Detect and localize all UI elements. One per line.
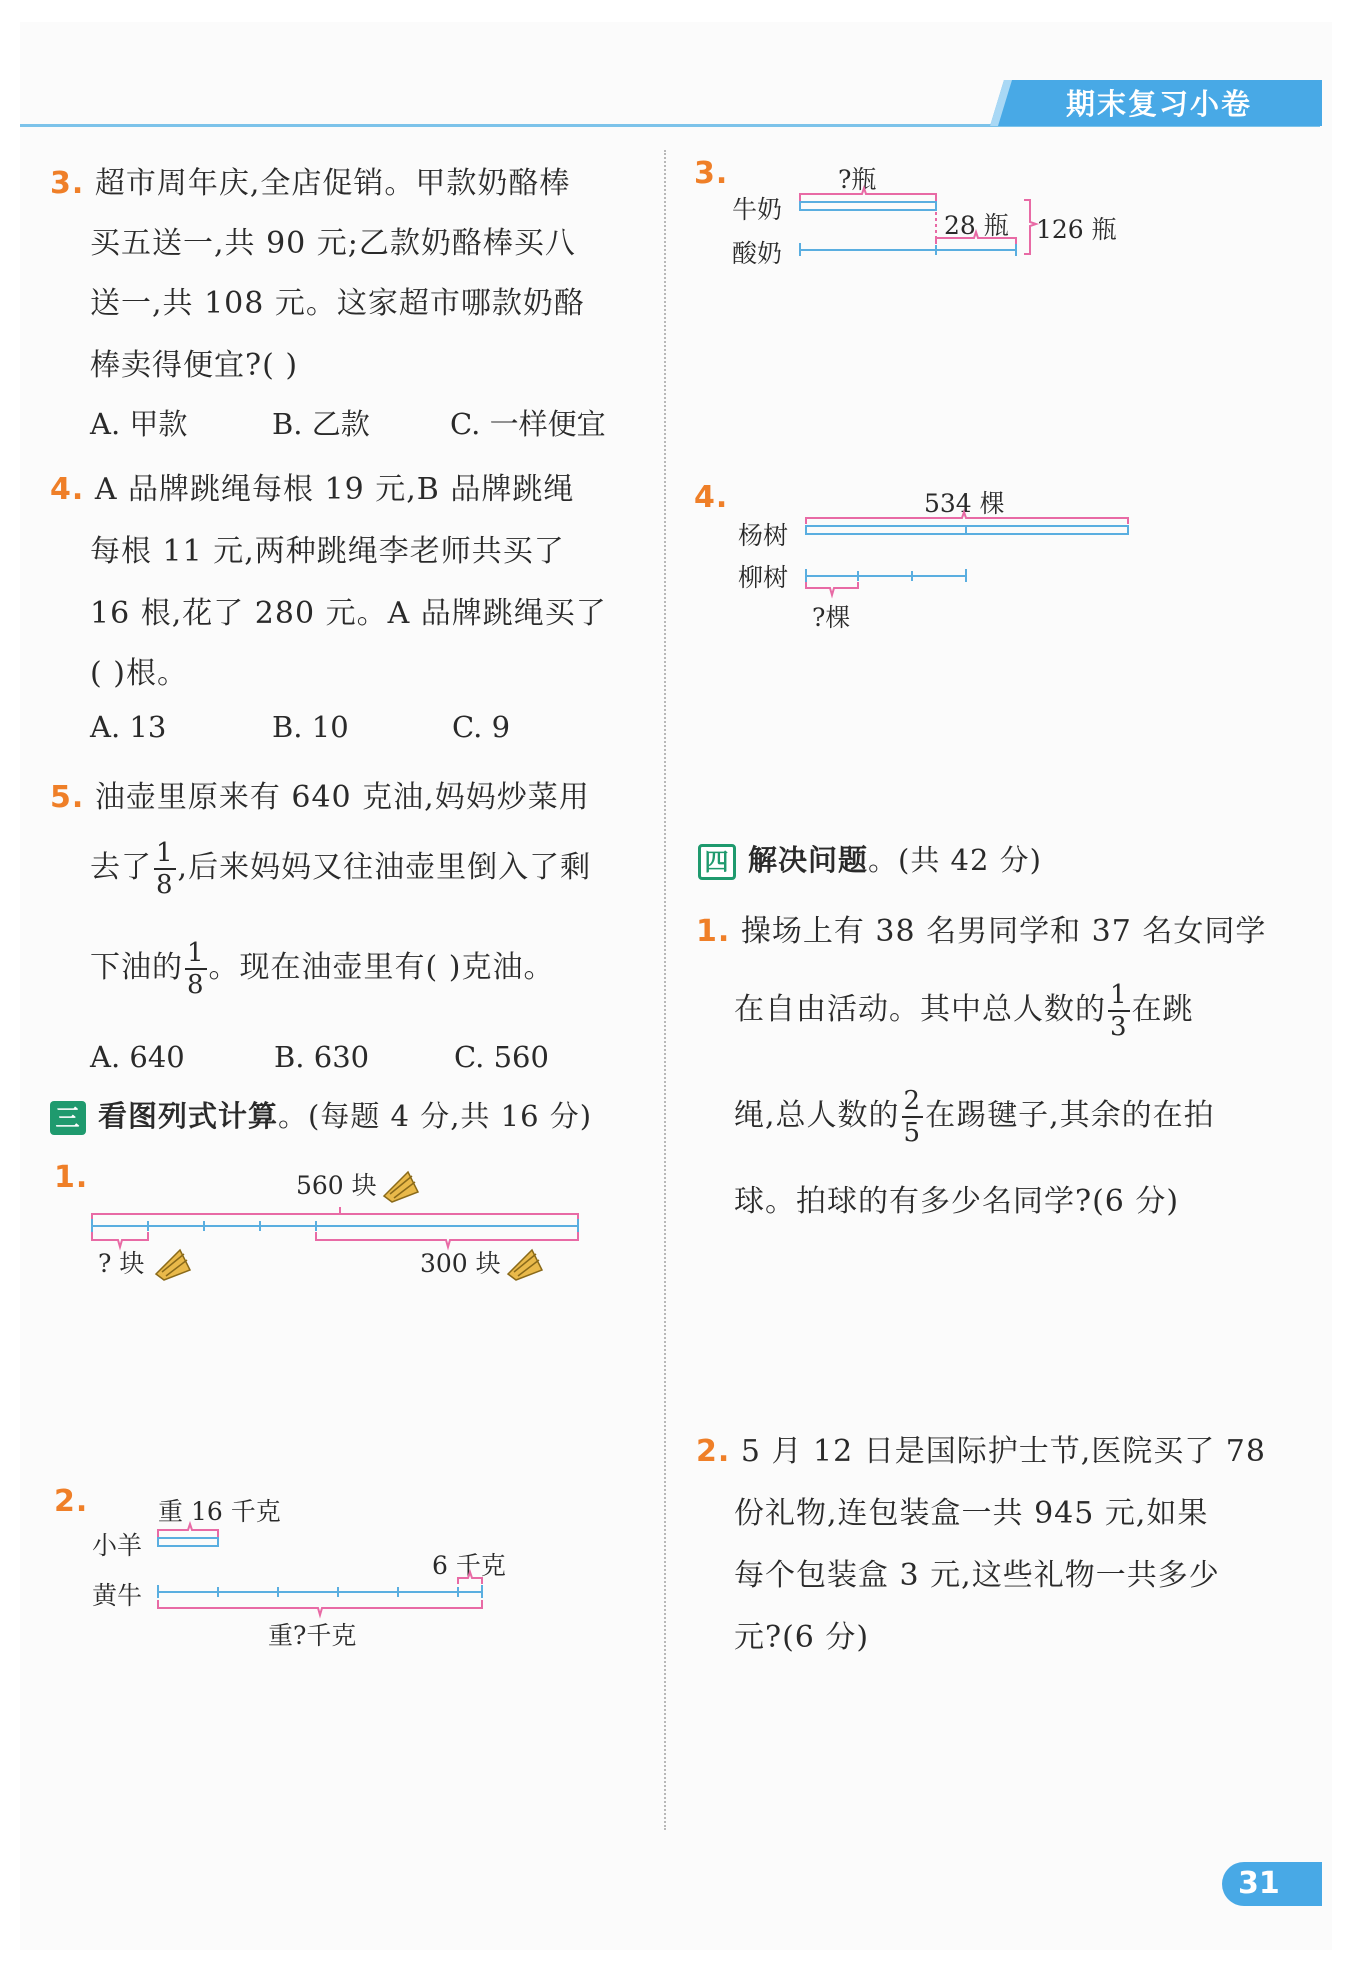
section-3-note: 。(每题 4 分,共 16 分) xyxy=(278,1099,593,1133)
question-4-number: 4. xyxy=(50,472,85,507)
problem-1-text-2a: 在自由活动。其中总人数的 xyxy=(734,992,1106,1027)
section-4-badge: 四 xyxy=(698,844,736,880)
question-5-number: 5. xyxy=(50,780,85,815)
problem-1-line-3 xyxy=(734,1086,1215,1148)
problem-1-text-3b: 在踢毽子,其余的在拍 xyxy=(925,1098,1215,1133)
question-5-option-b[interactable]: B. 630 xyxy=(274,1040,370,1074)
question-5-text-2a: 去了 xyxy=(90,850,152,885)
question-5-option-c[interactable]: C. 560 xyxy=(454,1040,549,1074)
fraction-one-eighth: $\frac{1}{8}$ xyxy=(156,838,174,900)
diagram-1-total-label: 560 块 xyxy=(296,1171,377,1200)
diagram-4-total-label: 534 棵 xyxy=(924,489,1005,518)
section-4-note: 。(共 42 分) xyxy=(868,843,1042,877)
diagram-2-sheep-label: 小羊 xyxy=(92,1531,143,1560)
diagram-3-question-label: ?瓶 xyxy=(838,165,877,194)
fraction-one-eighth-2: $\frac{1}{8}$ xyxy=(187,938,205,1000)
question-5-option-a[interactable]: A. 640 xyxy=(90,1040,185,1074)
diagram-4-number: 4. xyxy=(694,480,729,515)
page-number: 31 xyxy=(1238,1866,1280,1901)
question-5-text-1: 油壶里原来有 640 克油,妈妈炒菜用 xyxy=(94,780,590,815)
question-4-line-3: 16 根,花了 280 元。A 品牌跳绳买了 xyxy=(90,596,607,631)
diagram-3-total-label: 126 瓶 xyxy=(1036,215,1117,244)
problem-1-text-2b: 在跳 xyxy=(1131,992,1194,1027)
problem-2-number: 2. xyxy=(696,1434,731,1469)
section-4-header xyxy=(698,838,1042,880)
fraction-one-third: $\frac{1}{3}$ xyxy=(1110,980,1128,1042)
diagram-3-number: 3. xyxy=(694,156,729,191)
diagram-1-number: 1. xyxy=(54,1160,89,1195)
section-3-title: 看图列式计算 xyxy=(98,1099,279,1133)
problem-1-line-2 xyxy=(734,980,1194,1042)
fraction-two-fifths: $\frac{2}{5}$ xyxy=(903,1086,922,1148)
question-3-line-4: 棒卖得便宜?( ) xyxy=(90,348,299,383)
problem-2-line-3: 每个包装盒 3 元,这些礼物一共多少 xyxy=(734,1558,1220,1593)
section-3-badge: 三 xyxy=(50,1101,86,1135)
diagram-4-willow-label: 柳树 xyxy=(738,563,789,592)
question-3-option-c[interactable]: C. 一样便宜 xyxy=(450,407,606,441)
question-3-number: 3. xyxy=(50,166,85,201)
question-4-text-1: A 品牌跳绳每根 19 元,B 品牌跳绳 xyxy=(94,472,575,507)
question-4-option-b[interactable]: B. 10 xyxy=(272,710,349,744)
question-3-option-b[interactable]: B. 乙款 xyxy=(272,407,370,441)
question-4-option-c[interactable]: C. 9 xyxy=(452,710,511,744)
problem-1-number: 1. xyxy=(696,914,731,949)
problem-2-text-1: 5 月 12 日是国际护士节,医院买了 78 xyxy=(740,1434,1266,1469)
problem-1-text-1: 操场上有 38 名男同学和 37 名女同学 xyxy=(740,914,1267,949)
diagram-2-sheep-weight: 重 16 千克 xyxy=(158,1497,281,1526)
diagram-2-cow-label: 黄牛 xyxy=(92,1581,143,1610)
question-4-option-a[interactable]: A. 13 xyxy=(90,710,167,744)
problem-1-line-4: 球。拍球的有多少名同学?(6 分) xyxy=(734,1184,1180,1219)
section-4-title: 解决问题 xyxy=(748,843,869,877)
question-5-text-2b: ,后来妈妈又往油壶里倒入了剩 xyxy=(177,850,592,885)
diagram-3-yogurt-label: 酸奶 xyxy=(732,239,783,268)
diagram-3-diff-label: 28 瓶 xyxy=(944,211,1009,240)
question-3-line-2: 买五送一,共 90 元;乙款奶酪棒买八 xyxy=(90,226,576,261)
problem-2-line-4: 元?(6 分) xyxy=(734,1620,870,1655)
problem-2-line-1 xyxy=(696,1426,1266,1470)
question-5-text-3a: 下油的 xyxy=(90,950,183,985)
diagram-4-question-label: ?棵 xyxy=(812,603,851,632)
diagram-1-part-label: ? 块 xyxy=(98,1249,145,1278)
question-4-line-4: ( )根。 xyxy=(90,656,188,691)
problem-2-line-2: 份礼物,连包装盒一共 945 元,如果 xyxy=(734,1496,1209,1531)
question-3-text-1: 超市周年庆,全店促销。甲款奶酪棒 xyxy=(94,166,571,201)
question-3-line-3: 送一,共 108 元。这家超市哪款奶酪 xyxy=(90,286,585,321)
header-title: 期末复习小卷 xyxy=(1066,87,1253,121)
diagram-3-milk-label: 牛奶 xyxy=(732,195,783,224)
diagram-2-extra-label: 6 千克 xyxy=(432,1551,506,1580)
diagram-2-number: 2. xyxy=(54,1484,89,1519)
question-4-line-2: 每根 11 元,两种跳绳李老师共买了 xyxy=(90,534,565,569)
question-3-option-a[interactable]: A. 甲款 xyxy=(90,407,188,441)
problem-1-text-3a: 绳,总人数的 xyxy=(734,1098,900,1133)
diagram-4-poplar-label: 杨树 xyxy=(738,521,789,550)
diagram-1-rest-label: 300 块 xyxy=(420,1249,501,1278)
question-5-text-3b: 。现在油壶里有( )克油。 xyxy=(208,950,555,985)
problem-1-line-1 xyxy=(696,906,1266,950)
diagram-2-total-label: 重?千克 xyxy=(268,1621,357,1650)
